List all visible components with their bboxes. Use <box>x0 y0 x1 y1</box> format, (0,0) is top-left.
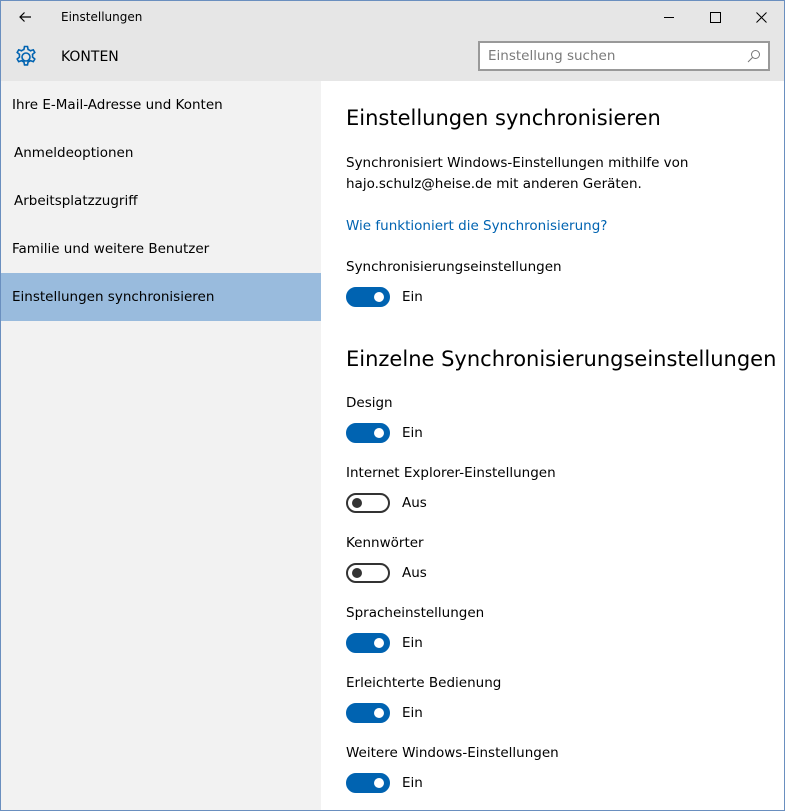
toggle-knob <box>374 708 384 718</box>
gear-icon <box>13 44 39 70</box>
passwords-toggle[interactable] <box>346 563 390 583</box>
back-button[interactable] <box>1 1 49 33</box>
main-content <box>321 81 784 811</box>
sync-help-link[interactable]: Wie funktioniert die Synchronisierung? <box>346 218 608 234</box>
design-label: Design <box>346 395 393 411</box>
sync-master-label: Synchronisierungseinstellungen <box>346 259 562 275</box>
maximize-icon <box>710 12 721 23</box>
search-icon[interactable] <box>746 48 762 64</box>
ie-settings-toggle[interactable] <box>346 493 390 513</box>
maximize-button[interactable] <box>692 1 738 33</box>
title-bar <box>1 1 784 33</box>
ease-of-access-state: Ein <box>402 705 423 721</box>
language-state: Ein <box>402 635 423 651</box>
section-subtitle: Einzelne Synchronisierungseinstellungen <box>346 347 777 371</box>
toggle-knob <box>374 638 384 648</box>
minimize-button[interactable] <box>646 1 692 33</box>
sync-master-state: Ein <box>402 289 423 305</box>
minimize-icon <box>664 12 675 23</box>
close-button[interactable] <box>738 1 784 33</box>
window-controls <box>646 1 784 33</box>
design-toggle[interactable] <box>346 423 390 443</box>
language-label: Spracheinstellungen <box>346 605 485 621</box>
sidebar-item-work-access[interactable]: Arbeitsplatzzugriff <box>14 193 138 209</box>
section-title: KONTEN <box>61 49 119 65</box>
toggle-knob <box>352 568 362 578</box>
ie-settings-label: Internet Explorer-Einstellungen <box>346 465 556 481</box>
toggle-knob <box>374 292 384 302</box>
page-header <box>1 33 784 81</box>
sync-master-toggle[interactable] <box>346 287 390 307</box>
ease-of-access-label: Erleichterte Bedienung <box>346 675 502 691</box>
search-input[interactable] <box>480 43 748 69</box>
sync-description: Synchronisiert Windows-Einstellungen mithilfe von hajo.schulz@heise.de mit anderen Geräten. <box>346 155 689 192</box>
other-settings-label: Weitere Windows-Einstellungen <box>346 745 559 761</box>
close-icon <box>756 12 767 23</box>
ie-settings-state: Aus <box>402 495 427 511</box>
passwords-label: Kennwörter <box>346 535 424 551</box>
language-toggle[interactable] <box>346 633 390 653</box>
toggle-knob <box>352 498 362 508</box>
passwords-state: Aus <box>402 565 427 581</box>
other-settings-state: Ein <box>402 775 423 791</box>
sidebar-item-sync-settings[interactable]: Einstellungen synchronisieren <box>1 273 321 321</box>
sidebar-item-family-users[interactable]: Familie und weitere Benutzer <box>12 241 210 257</box>
sidebar-item-sign-in-options[interactable]: Anmeldeoptionen <box>14 145 134 161</box>
back-arrow-icon <box>18 11 32 23</box>
window-title: Einstellungen <box>61 10 143 24</box>
page-title: Einstellungen synchronisieren <box>346 106 661 130</box>
toggle-knob <box>374 778 384 788</box>
sidebar-item-email-accounts[interactable]: Ihre E-Mail-Adresse und Konten <box>12 97 223 113</box>
toggle-knob <box>374 428 384 438</box>
design-state: Ein <box>402 425 423 441</box>
other-settings-toggle[interactable] <box>346 773 390 793</box>
ease-of-access-toggle[interactable] <box>346 703 390 723</box>
sidebar <box>1 81 321 811</box>
search-box[interactable] <box>478 41 770 71</box>
